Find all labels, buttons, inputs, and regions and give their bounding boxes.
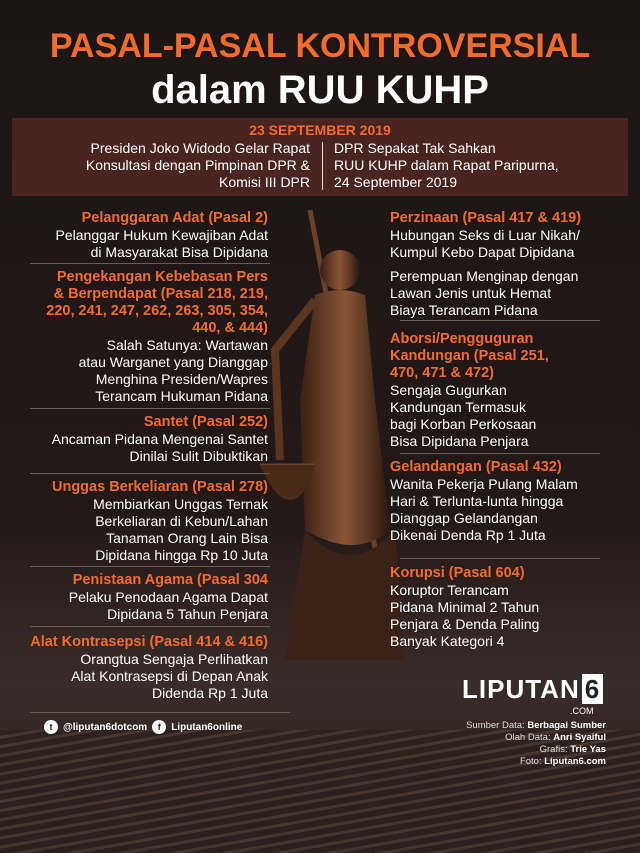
- credit-value: Anri Syaiful: [553, 732, 606, 743]
- article-item: [69, 572, 268, 623]
- heading-line: 470, 471 & 472): [390, 365, 494, 381]
- text-line: Dinilai Sulit Dibuktikan: [129, 448, 268, 464]
- divider: [30, 408, 270, 409]
- credit-value: Berbagai Sumber: [527, 720, 606, 731]
- credit-line: [466, 720, 606, 732]
- text-line: RUU KUHP dalam Rapat Paripurna,: [334, 157, 559, 173]
- text-line: Dipidana hingga Rp 10 Juta: [95, 547, 268, 563]
- heading-line: Perzinaan (Pasal 417 & 419): [390, 210, 582, 226]
- timeline-right: [334, 140, 559, 191]
- credits: [466, 720, 606, 768]
- text-line: Kumpul Kebo Dapat Dipidana: [390, 244, 575, 260]
- credit-line: [466, 732, 606, 744]
- logo-text: LIPUTAN: [462, 674, 580, 704]
- text-line: Dikenai Denda Rp 1 Juta: [390, 527, 546, 543]
- timeline-band: [12, 118, 628, 196]
- text-line: Banyak Kategori 4: [390, 633, 505, 649]
- item-heading: [390, 459, 578, 476]
- item-heading: [390, 565, 539, 582]
- text-line: Pelanggar Hukum Kewajiban Adat: [55, 227, 268, 243]
- timeline-left: [86, 140, 310, 191]
- credit-label: Olah Data:: [505, 732, 554, 743]
- credit-label: Grafis:: [539, 744, 571, 755]
- text-line: bagi Korban Perkosaan: [390, 416, 537, 432]
- text-line: Alat Kontrasepsi di Depan Anak: [71, 668, 268, 684]
- item-heading: [69, 572, 268, 589]
- article-item: [52, 414, 268, 465]
- text-line: Membiarkan Unggas Ternak: [93, 496, 268, 512]
- item-description: [52, 496, 268, 564]
- text-line: Perempuan Menginap dengan: [390, 268, 579, 284]
- item-description: [46, 337, 268, 405]
- text-line: Konsultasi dengan Pimpinan DPR &: [85, 157, 310, 173]
- item-description: [69, 589, 268, 623]
- text-line: Pidana Minimal 2 Tahun: [390, 599, 540, 615]
- logo-domain: .COM: [570, 706, 594, 716]
- divider: [400, 320, 600, 321]
- item-description: [56, 227, 268, 261]
- timeline-date: 23 SEPTEMBER 2019: [249, 122, 391, 138]
- item-heading: [52, 479, 268, 496]
- article-item: [390, 459, 578, 544]
- divider: [400, 453, 600, 454]
- text-line: Pelaku Penodaan Agama Dapat: [68, 589, 268, 605]
- text-line: Dipidana 5 Tahun Penjara: [107, 606, 268, 622]
- logo-six: 6: [582, 674, 603, 704]
- item-heading: [56, 210, 268, 227]
- text-line: Tanaman Orang Lain Bisa: [106, 530, 268, 546]
- text-line: 24 September 2019: [334, 174, 457, 190]
- text-line: Wanita Pekerja Pulang Malam: [390, 476, 578, 492]
- text-line: Ancaman Pidana Mengenai Santet: [51, 431, 268, 447]
- text-line: Presiden Joko Widodo Gelar Rapat: [90, 140, 310, 156]
- text-line: atau Warganet yang Dianggap: [78, 354, 268, 370]
- text-line: Lawan Jenis untuk Hemat: [390, 285, 552, 301]
- heading-line: 220, 241, 247, 262, 263, 305, 354,: [46, 303, 268, 319]
- credit-line: [466, 756, 606, 768]
- item-heading: [52, 414, 268, 431]
- divider: [30, 263, 270, 264]
- article-item: [390, 210, 581, 319]
- text-line: di Masyarakat Bisa Dipidana: [90, 244, 268, 260]
- text-line: Terancam Hukuman Pidana: [95, 388, 268, 404]
- item-description: [390, 476, 578, 544]
- item-description: [390, 227, 581, 261]
- text-line: Menghina Presiden/Wapres: [95, 371, 268, 387]
- article-item: [46, 269, 268, 405]
- credit-line: [466, 744, 606, 756]
- item-heading: [46, 269, 268, 337]
- item-heading: [390, 331, 549, 382]
- text-line: Dianggap Gelandangan: [390, 510, 538, 526]
- text-line: Hari & Terlunta-lunta hingga: [390, 493, 564, 509]
- credit-value: Liputan6.com: [544, 756, 606, 767]
- item-description: [390, 382, 549, 450]
- item-description: [52, 431, 268, 465]
- text-line: Penjara & Denda Paling: [390, 616, 540, 632]
- text-line: Bisa Dipidana Penjara: [390, 433, 529, 449]
- credit-value: Trie Yas: [570, 744, 606, 755]
- article-item: [56, 210, 268, 261]
- text-line: Berkeliaran di Kebun/Lahan: [95, 513, 268, 529]
- facebook-handle[interactable]: Liputan6online: [171, 721, 243, 733]
- divider: [30, 473, 270, 474]
- divider: [30, 626, 270, 627]
- divider: [30, 712, 290, 713]
- credit-label: Sumber Data:: [466, 720, 528, 731]
- article-item: [30, 634, 268, 702]
- lady-justice-statue-image: [255, 200, 405, 680]
- twitter-icon: t: [44, 720, 58, 734]
- liputan6-logo: [462, 674, 603, 704]
- text-line: Hubungan Seks di Luar Nikah/: [390, 227, 580, 243]
- text-line: Komisi III DPR: [218, 174, 310, 190]
- heading-line: Alat Kontrasepsi (Pasal 414 & 416): [30, 634, 268, 650]
- heading-line: 440, & 444): [192, 320, 268, 336]
- divider: [400, 558, 600, 559]
- text-line: Biaya Terancam Pidana: [390, 302, 538, 318]
- title-line-1: PASAL-PASAL KONTROVERSIAL: [49, 27, 591, 65]
- article-item: [390, 331, 549, 450]
- heading-line: Santet (Pasal 252): [143, 414, 268, 430]
- facebook-icon: f: [152, 720, 166, 734]
- article-item: [390, 565, 539, 650]
- text-line: DPR Sepakat Tak Sahkan: [334, 140, 496, 156]
- twitter-handle[interactable]: @liputan6dotcom: [63, 721, 148, 733]
- heading-line: Pelanggaran Adat (Pasal 2): [81, 210, 268, 226]
- divider: [30, 566, 270, 567]
- heading-line: Kandungan (Pasal 251,: [390, 348, 549, 364]
- item-heading: [30, 634, 268, 651]
- text-line: Kandungan Termasuk: [390, 399, 526, 415]
- item-description: [390, 268, 581, 319]
- heading-line: Korupsi (Pasal 604): [390, 565, 525, 581]
- social-links: [44, 720, 242, 734]
- title-line-2: dalam RUU KUHP: [151, 68, 489, 112]
- divider: [322, 142, 323, 190]
- heading-line: & Berpendapat (Pasal 218, 219,: [53, 286, 268, 302]
- heading-line: Pengekangan Kebebasan Pers: [56, 269, 268, 285]
- text-line: Salah Satunya: Wartawan: [106, 337, 268, 353]
- heading-line: Unggas Berkeliaran (Pasal 278): [52, 479, 268, 495]
- heading-line: Gelandangan (Pasal 432): [390, 459, 562, 475]
- heading-line: Aborsi/Pengguguran: [390, 331, 534, 347]
- text-line: Koruptor Terancam: [390, 582, 509, 598]
- heading-line: Penistaan Agama (Pasal 304: [72, 572, 268, 588]
- text-line: Didenda Rp 1 Juta: [152, 685, 268, 701]
- text-line: Orangtua Sengaja Perlihatkan: [80, 651, 268, 667]
- item-description: [390, 582, 539, 650]
- text-line: Sengaja Gugurkan: [390, 382, 507, 398]
- credit-label: Foto:: [519, 756, 545, 767]
- item-heading: [390, 210, 581, 227]
- item-description: [30, 651, 268, 702]
- article-item: [52, 479, 268, 564]
